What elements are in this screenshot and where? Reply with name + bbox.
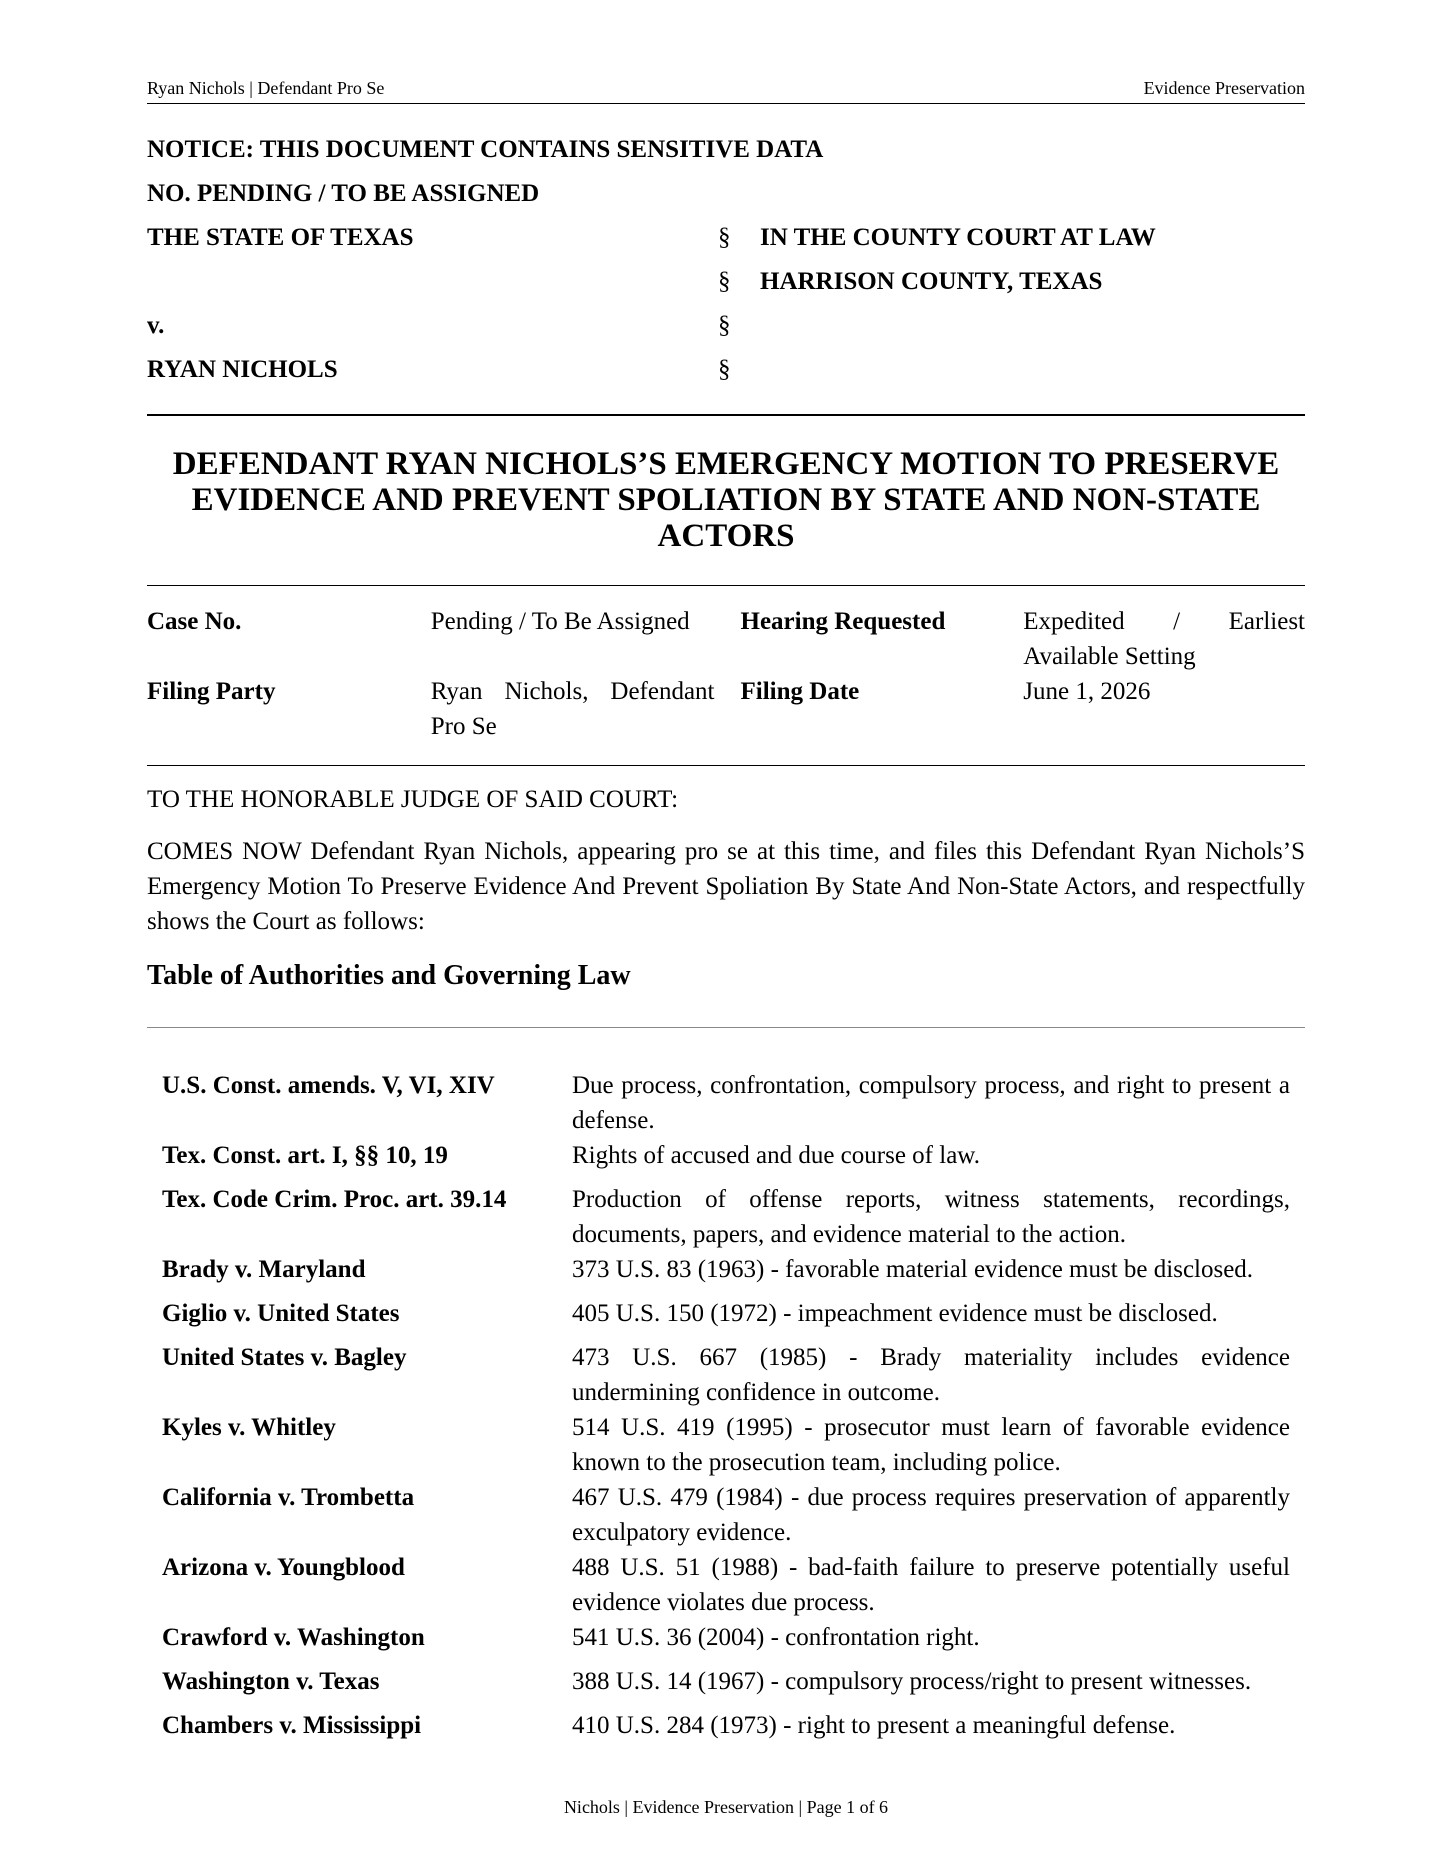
caption-left: v.	[147, 312, 165, 339]
hearing-requested-label: Hearing Requested	[740, 608, 946, 635]
authorities-table	[162, 1068, 1290, 1752]
authority-name: Brady v. Maryland	[162, 1256, 366, 1283]
caption-row	[147, 312, 1305, 356]
authority-name: U.S. Const. amends. V, VI, XIV	[162, 1072, 495, 1099]
authority-name: Chambers v. Mississippi	[162, 1712, 422, 1739]
filing-date-label: Filing Date	[740, 678, 860, 705]
authority-name: Kyles v. Whitley	[162, 1414, 336, 1441]
case-no-label: Case No.	[147, 608, 242, 635]
title-divider	[147, 585, 1305, 586]
authority-row	[162, 1480, 1290, 1550]
intro-paragraph: COMES NOW Defendant Ryan Nichols, appearing pro se at this time, and files this Defendant Ryan Nichols’S Emergency Motion To Preserve Evidence And Prevent Spoliation By State And Non-State Actors, and respectfully shows the Court as follows:	[147, 838, 1305, 935]
metadata-row	[147, 604, 1305, 674]
authority-row	[162, 1182, 1290, 1252]
case-no-value: Pending / To Be Assigned	[430, 608, 690, 635]
case-caption	[147, 224, 1305, 400]
authority-description: 373 U.S. 83 (1963) - favorable material evidence must be disclosed.	[572, 1256, 1254, 1283]
caption-left: RYAN NICHOLS	[147, 356, 338, 383]
authority-name: California v. Trombetta	[162, 1484, 415, 1511]
caption-divider	[147, 414, 1305, 416]
authority-name: Tex. Code Crim. Proc. art. 39.14	[162, 1186, 507, 1213]
authority-name: Arizona v. Youngblood	[162, 1554, 405, 1581]
authority-name: Tex. Const. art. I, §§ 10, 19	[162, 1142, 448, 1169]
authority-description: Due process, confrontation, compulsory process, and right to present a defense.	[572, 1072, 1290, 1134]
authority-description: 388 U.S. 14 (1967) - compulsory process/right to present witnesses.	[572, 1668, 1252, 1695]
caption-row	[147, 224, 1305, 268]
caption-right: IN THE COUNTY COURT AT LAW	[760, 224, 1156, 251]
hearing-requested-value: Expedited / Earliest Available Setting	[1023, 608, 1305, 670]
caption-right: HARRISON COUNTY, TEXAS	[760, 268, 1103, 295]
filing-party-label: Filing Party	[147, 678, 276, 705]
authority-description: 488 U.S. 51 (1988) - bad-faith failure to preserve potentially useful evidence violates due process.	[572, 1554, 1290, 1616]
authority-description: Rights of accused and due course of law.	[572, 1142, 980, 1169]
caption-left: THE STATE OF TEXAS	[147, 224, 414, 251]
table-of-authorities-heading: Table of Authorities and Governing Law	[147, 960, 631, 991]
authority-row	[162, 1296, 1290, 1331]
running-header-left: Ryan Nichols | Defendant Pro Se	[147, 78, 385, 98]
authority-description: 410 U.S. 284 (1973) - right to present a meaningful defense.	[572, 1712, 1176, 1739]
section-symbol: §	[718, 268, 731, 295]
authority-description: 541 U.S. 36 (2004) - confrontation right.	[572, 1624, 980, 1651]
filing-date-value: June 1, 2026	[1023, 678, 1151, 705]
motion-title: DEFENDANT RYAN NICHOLS’S EMERGENCY MOTION TO PRESERVE EVIDENCE AND PREVENT SPOLIATION BY STATE AND NON-STATE ACTORS	[172, 446, 1280, 554]
authority-name: Giglio v. United States	[162, 1300, 400, 1327]
metadata-row	[147, 674, 1305, 744]
metadata-divider	[147, 765, 1305, 766]
section-symbol: §	[718, 356, 731, 383]
authority-description: 473 U.S. 667 (1985) - Brady materiality includes evidence undermining confidence in outcome.	[572, 1344, 1290, 1406]
authority-description: 467 U.S. 479 (1984) - due process requires preservation of apparently exculpatory evidence.	[572, 1484, 1290, 1546]
authority-name: Washington v. Texas	[162, 1668, 380, 1695]
authority-row	[162, 1410, 1290, 1480]
authority-row	[162, 1664, 1290, 1699]
caption-row	[147, 356, 1305, 400]
authority-name: United States v. Bagley	[162, 1344, 407, 1371]
salutation: TO THE HONORABLE JUDGE OF SAID COURT:	[147, 786, 679, 813]
caption-row	[147, 268, 1305, 312]
authority-row	[162, 1620, 1290, 1655]
authority-row	[162, 1708, 1290, 1743]
running-header	[147, 78, 1305, 104]
section-symbol: §	[718, 224, 731, 251]
authority-row	[162, 1340, 1290, 1410]
authority-description: Production of offense reports, witness statements, recordings, documents, papers, and evidence material to the action.	[572, 1186, 1290, 1248]
authority-description: 405 U.S. 150 (1972) - impeachment evidence must be disclosed.	[572, 1300, 1218, 1327]
case-metadata-table	[147, 604, 1305, 744]
authorities-divider	[147, 1027, 1305, 1028]
authority-row	[162, 1138, 1290, 1173]
docket-number: NO. PENDING / TO BE ASSIGNED	[147, 180, 540, 207]
authority-row	[162, 1068, 1290, 1138]
authority-description: 514 U.S. 419 (1995) - prosecutor must learn of favorable evidence known to the prosecution team, including police.	[572, 1414, 1290, 1476]
section-symbol: §	[718, 312, 731, 339]
running-header-right: Evidence Preservation	[1143, 78, 1305, 98]
authority-row	[162, 1550, 1290, 1620]
authority-name: Crawford v. Washington	[162, 1624, 425, 1651]
sensitive-data-notice: NOTICE: THIS DOCUMENT CONTAINS SENSITIVE DATA	[147, 136, 824, 163]
authority-row	[162, 1252, 1290, 1287]
filing-party-value: Ryan Nichols, Defendant Pro Se	[430, 678, 715, 740]
page-footer: Nichols | Evidence Preservation | Page 1 of 6	[563, 1797, 889, 1817]
